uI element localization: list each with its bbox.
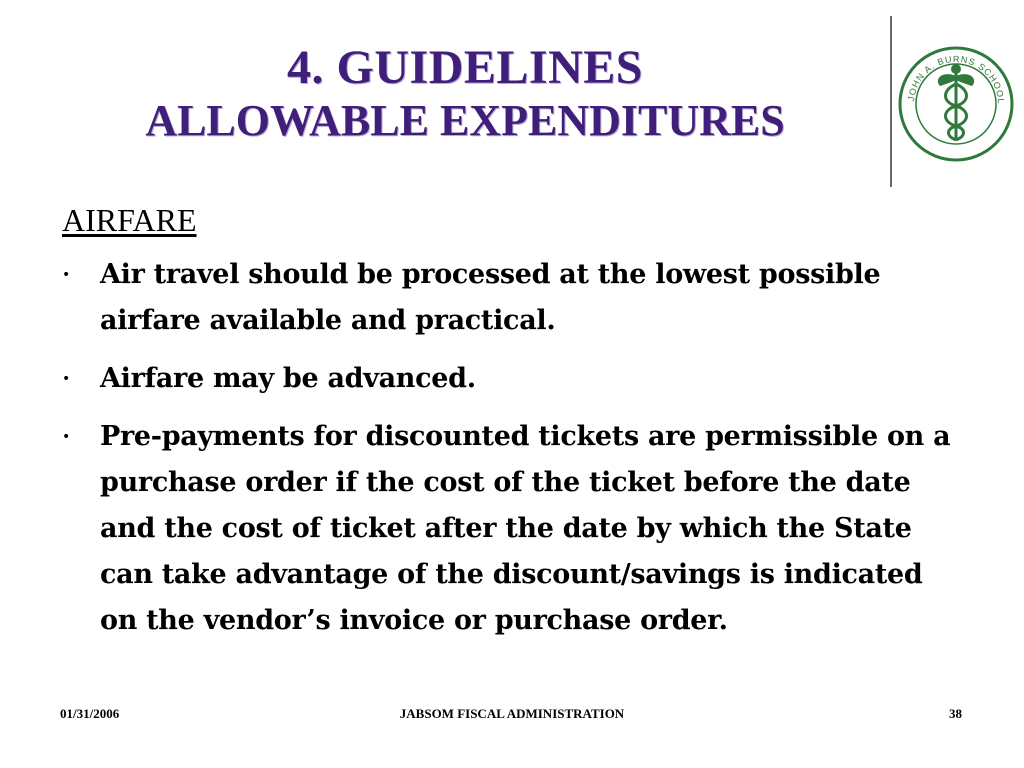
bullet-text: Pre-payments for discounted tickets are permissible on a purchase order if the cost of the ticket before the date and the cost of ticket after the date by which the State can take advantage of the discount/savings is indicated on the vendor’s invoice or purchase order. xyxy=(100,421,951,636)
section-heading-airfare: AIRFARE xyxy=(62,202,197,238)
bullet-icon: • xyxy=(62,267,71,283)
footer-date: 01/31/2006 xyxy=(60,706,120,721)
bullet-icon: • xyxy=(62,371,71,387)
slide-title xyxy=(40,40,890,146)
footer-page-number: 38 xyxy=(949,706,962,721)
bullet-item xyxy=(62,356,962,402)
bullet-item xyxy=(62,252,962,344)
bullet-text: Air travel should be processed at the lowest possible airfare available and practical. xyxy=(100,259,881,336)
svg-text:JOHN A. BURNS SCHOOL OF MEDICI: JOHN A. BURNS SCHOOL xyxy=(906,53,1007,105)
bullet-list xyxy=(62,252,962,656)
bullet-text: Airfare may be advanced. xyxy=(100,363,476,394)
bullet-icon: • xyxy=(62,429,71,445)
footer-organization: JABSOM FISCAL ADMINISTRATION xyxy=(399,706,625,721)
bullet-item xyxy=(62,414,962,644)
title-line-1: 4. GUIDELINES xyxy=(287,41,643,94)
title-line-2: ALLOWABLE EXPENDITURES xyxy=(145,96,785,145)
vertical-divider xyxy=(890,16,892,187)
caduceus-seal-icon xyxy=(896,14,1016,192)
